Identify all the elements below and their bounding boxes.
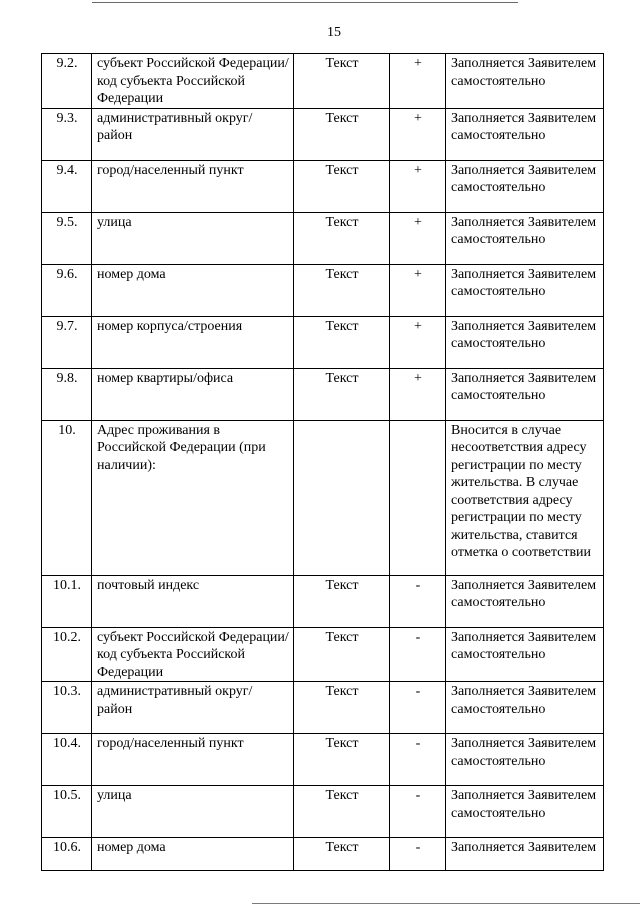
fill-note: Заполняется Заявителем самостоятельно: [446, 575, 604, 627]
required-mark: +: [390, 54, 446, 109]
row-number: 9.7.: [42, 316, 92, 368]
field-name: улица: [92, 212, 294, 264]
field-name: номер корпуса/строения: [92, 316, 294, 368]
table-row: [42, 212, 604, 264]
row-number: 10.1.: [42, 575, 92, 627]
field-type: Текст: [294, 575, 390, 627]
field-name: номер дома: [92, 264, 294, 316]
row-number: 9.5.: [42, 212, 92, 264]
table-row: [42, 54, 604, 109]
row-number: 10.: [42, 420, 92, 575]
field-type: Текст: [294, 108, 390, 160]
fill-note: Заполняется Заявителем самостоятельно: [446, 627, 604, 682]
row-number: 10.3.: [42, 682, 92, 734]
table-row: [42, 264, 604, 316]
field-name: субъект Российской Федерации/код субъекта Российской Федерации: [92, 54, 294, 109]
table-row: [42, 108, 604, 160]
required-mark: -: [390, 682, 446, 734]
row-number: 10.2.: [42, 627, 92, 682]
required-mark: +: [390, 212, 446, 264]
table-row: [42, 420, 604, 575]
required-mark: +: [390, 264, 446, 316]
table-row: [42, 734, 604, 786]
table-row: [42, 368, 604, 420]
required-mark: -: [390, 786, 446, 838]
row-number: 9.2.: [42, 54, 92, 109]
fill-note: Заполняется Заявителем самостоятельно: [446, 264, 604, 316]
table-row: [42, 786, 604, 838]
field-name: почтовый индекс: [92, 575, 294, 627]
field-name: улица: [92, 786, 294, 838]
fill-note: Заполняется Заявителем самостоятельно: [446, 734, 604, 786]
row-number: 9.8.: [42, 368, 92, 420]
field-name: город/населенный пункт: [92, 734, 294, 786]
field-type: Текст: [294, 54, 390, 109]
table-row: [42, 838, 604, 871]
row-number: 10.4.: [42, 734, 92, 786]
field-type: Текст: [294, 264, 390, 316]
fill-note: Заполняется Заявителем самостоятельно: [446, 786, 604, 838]
fill-note: Заполняется Заявителем самостоятельно: [446, 54, 604, 109]
field-type: Текст: [294, 627, 390, 682]
page-number: 15: [327, 25, 341, 40]
fill-note: Заполняется Заявителем самостоятельно: [446, 160, 604, 212]
required-mark: -: [390, 627, 446, 682]
required-mark: +: [390, 160, 446, 212]
row-number: 9.3.: [42, 108, 92, 160]
field-type: Текст: [294, 838, 390, 871]
row-number: 9.4.: [42, 160, 92, 212]
field-name: административный округ/ район: [92, 108, 294, 160]
table-row: [42, 575, 604, 627]
fill-note: Заполняется Заявителем самостоятельно: [446, 682, 604, 734]
field-type: Текст: [294, 316, 390, 368]
required-mark: -: [390, 734, 446, 786]
scan-edge-line-bottom: [252, 903, 640, 904]
required-mark: -: [390, 838, 446, 871]
table-row: [42, 160, 604, 212]
field-type: Текст: [294, 160, 390, 212]
field-name: номер дома: [92, 838, 294, 871]
field-type: Текст: [294, 368, 390, 420]
field-name: номер квартиры/офиса: [92, 368, 294, 420]
scan-edge-line-top: [92, 2, 518, 3]
field-type: [294, 420, 390, 575]
field-name: административный округ/ район: [92, 682, 294, 734]
fill-note: Заполняется Заявителем самостоятельно: [446, 316, 604, 368]
fill-note: Заполняется Заявителем самостоятельно: [446, 108, 604, 160]
field-name: Адрес проживания в Российской Федерации (при наличии):: [92, 420, 294, 575]
field-name: субъект Российской Федерации/код субъекта Российской Федерации: [92, 627, 294, 682]
required-mark: +: [390, 316, 446, 368]
row-number: 10.6.: [42, 838, 92, 871]
field-type: Текст: [294, 786, 390, 838]
required-mark: +: [390, 108, 446, 160]
required-mark: +: [390, 368, 446, 420]
table-row: [42, 682, 604, 734]
fill-note: Заполняется Заявителем самостоятельно: [446, 368, 604, 420]
required-mark: [390, 420, 446, 575]
fill-note: Заполняется Заявителем: [446, 838, 604, 871]
required-mark: -: [390, 575, 446, 627]
field-type: Текст: [294, 682, 390, 734]
field-type: Текст: [294, 734, 390, 786]
field-name: город/населенный пункт: [92, 160, 294, 212]
fill-note: Вносится в случае несоответствия адресу регистрации по месту жительства. В случае соответствия адресу регистрации по месту жительства, ставится отметка о соответствии: [446, 420, 604, 575]
table-row: [42, 316, 604, 368]
row-number: 10.5.: [42, 786, 92, 838]
field-type: Текст: [294, 212, 390, 264]
form-fields-table: [41, 53, 604, 871]
row-number: 9.6.: [42, 264, 92, 316]
table-row: [42, 627, 604, 682]
fill-note: Заполняется Заявителем самостоятельно: [446, 212, 604, 264]
